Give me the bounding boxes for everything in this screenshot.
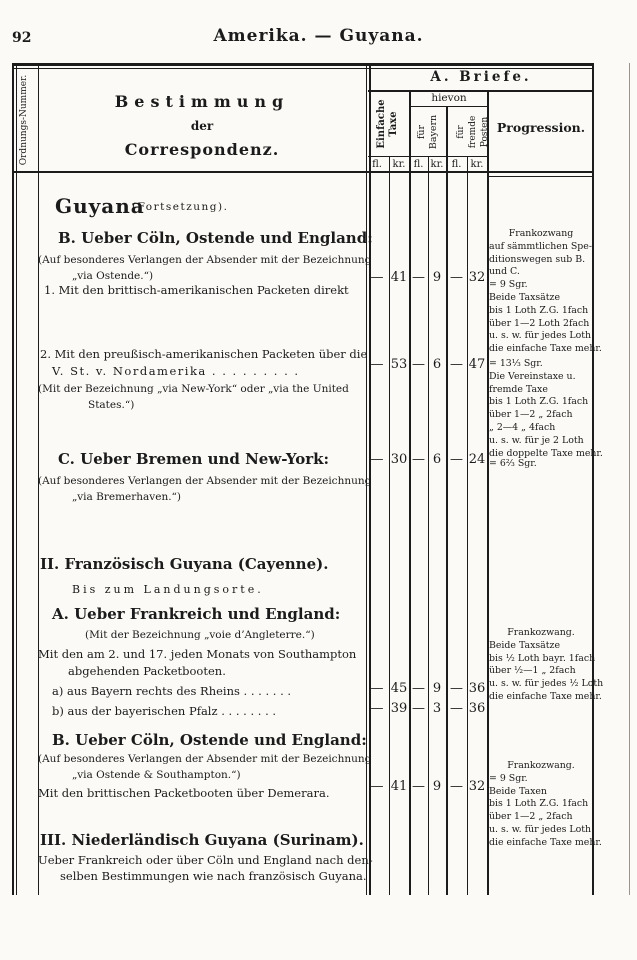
section-2a-heading: A. Ueber Frankreich und England:: [52, 605, 341, 623]
text-line: u. s. w. für jedes Loth: [489, 330, 592, 342]
text-line: Beide Taxsätze: [489, 639, 561, 651]
ordnungs-nummer-label: Ordnungs-Nummer.: [19, 74, 29, 166]
divider-line: [446, 107, 448, 895]
unit-kr-2: kr.: [430, 159, 444, 170]
section-2a-para-2: abgehenden Packetbooten.: [68, 664, 226, 678]
text-line: „ 2—4 „ 4fach: [489, 421, 556, 433]
tax-value: 24: [468, 452, 486, 467]
progression-block-4: [489, 627, 604, 704]
bestimmung-line1: Bestimmung: [114, 92, 290, 111]
tax-value: 9: [432, 681, 442, 696]
text-line: ditionswegen sub B.: [489, 253, 586, 265]
bestimmung-line3: Correspondenz.: [124, 140, 280, 159]
section-2b-heading: B. Ueber Cöln, Ostende und England:: [52, 731, 367, 749]
section-3-heading: III. Niederländisch Guyana (Surinam).: [40, 831, 364, 849]
divider-line: [12, 63, 594, 66]
progression-block-3: [489, 458, 593, 471]
unit-fl-1: fl.: [372, 159, 382, 170]
tax-value: 6: [432, 357, 442, 372]
progression-block-5: [489, 760, 602, 850]
tax-value: —: [412, 779, 425, 794]
tax-value: —: [412, 701, 425, 716]
text-line: die einfache Taxe mehr.: [489, 343, 602, 355]
tax-value: 3: [432, 701, 442, 716]
tax-value: —: [370, 701, 384, 716]
section-3-para-2: selben Bestimmungen wie nach französisch Guyana.: [60, 869, 367, 883]
section-b1-heading: B. Ueber Cöln, Ostende und England:: [58, 229, 373, 247]
text-line: fremde Taxe: [489, 383, 548, 395]
item-2-line1: 2. Mit den preußisch-amerikanischen Packeten über die: [40, 347, 368, 361]
divider-line: [409, 91, 411, 895]
tax-value: 47: [468, 357, 486, 372]
text-line: für fremde: [456, 115, 478, 149]
item-2-note-1: (Mit der Bezeichnung „via New-York“ oder „via the United: [38, 383, 349, 395]
section-2b-para: Mit den brittischen Packetbooten über Demerara.: [38, 786, 330, 800]
tax-value: —: [450, 270, 463, 285]
section-c1-note-2: „via Bremerhaven.“): [72, 491, 182, 503]
tax-value: —: [450, 357, 463, 372]
section-2b-note-1: (Auf besonderes Verlangen der Absender mit der Bezeichnung: [38, 753, 372, 765]
text-line: Beide Taxen: [489, 785, 547, 797]
ordnungs-nummer-header: [12, 70, 38, 170]
tax-value: —: [370, 452, 384, 467]
text-line: Frankozwang.: [507, 760, 575, 771]
tax-value: —: [450, 452, 463, 467]
tax-value: 36: [468, 701, 486, 716]
tax-value: 39: [390, 701, 408, 716]
text-line: Taxe: [388, 111, 399, 137]
tax-value: 30: [390, 452, 408, 467]
divider-line: [410, 106, 489, 107]
divider-line: [16, 63, 17, 895]
text-line: u. s. w. für jedes Loth: [489, 823, 592, 835]
tax-value: —: [412, 270, 425, 285]
text-line: über ½—1 „ 2fach: [489, 665, 576, 677]
text-line: über 1—2 „ 2fach: [489, 811, 573, 823]
section-2b-note-2: „via Ostende & Southampton.“): [72, 769, 241, 781]
progression-block-2: [489, 358, 603, 460]
tax-value: —: [370, 270, 384, 285]
tax-value: —: [450, 681, 463, 696]
section-c1-note-1: (Auf besonderes Verlangen der Absender mit der Bezeichnung: [38, 475, 372, 487]
tax-value: 9: [432, 779, 442, 794]
text-line: die doppelte Taxe mehr.: [489, 447, 603, 459]
bestimmung-line2: der: [190, 119, 214, 133]
tax-value: —: [450, 779, 463, 794]
text-line: = 9 Sgr.: [489, 772, 528, 784]
hievon-header: hievon: [431, 92, 467, 104]
section-c1-heading: C. Ueber Bremen und New-York:: [58, 450, 330, 468]
section-3-para-1: Ueber Frankreich oder über Cöln und England nach den-: [38, 853, 373, 867]
tax-value: 32: [468, 270, 486, 285]
fremde-posten-label: [455, 108, 490, 156]
progression-block-1: [489, 228, 602, 356]
progression-header: Progression.: [496, 120, 586, 135]
text-line: = 13⅓ Sgr.: [489, 358, 543, 369]
tax-value: 41: [390, 779, 408, 794]
tax-value: 9: [432, 270, 442, 285]
tax-value: —: [412, 452, 425, 467]
section-2a-para-1: Mit den am 2. und 17. jeden Monats von Southampton: [38, 647, 357, 661]
tax-value: 36: [468, 681, 486, 696]
bayern-label: [416, 108, 440, 156]
text-line: die einfache Taxe mehr.: [489, 836, 602, 848]
bestimmung-header: [38, 92, 366, 159]
text-line: die einfache Taxe mehr.: [489, 690, 602, 702]
tax-value: 45: [390, 681, 408, 696]
text-line: über 1—2 Loth 2fach: [489, 317, 590, 329]
text-line: = 9 Sgr.: [489, 279, 528, 291]
text-line: für: [416, 124, 427, 140]
text-line: Die Vereinstaxe u.: [489, 370, 576, 382]
einfache-taxe-header: [369, 92, 409, 156]
tax-value: 6: [432, 452, 442, 467]
unit-fl-2: fl.: [413, 159, 424, 170]
tax-value: —: [412, 357, 425, 372]
item-2-line2: V. St. v. Nordamerika . . . . . . . . .: [52, 364, 300, 378]
item-b: b) aus der bayerischen Pfalz . . . . . . . .: [52, 704, 277, 718]
item-a: a) aus Bayern rechts des Rheins . . . . . . .: [52, 684, 292, 698]
tax-value: 32: [468, 779, 486, 794]
divider-line: [12, 171, 594, 173]
text-line: Einfache: [376, 99, 387, 149]
text-line: und C.: [489, 266, 520, 278]
section-2a-note: (Mit der Bezeichnung „voie d’Angleterre.“): [85, 629, 315, 641]
text-line: u. s. w. für je 2 Loth: [489, 434, 584, 446]
item-1: 1. Mit den brittisch-amerikanischen Packeten direkt: [44, 283, 349, 297]
page-number: 92: [12, 30, 32, 46]
text-line: bis 1 Loth Z.G. 1fach: [489, 396, 589, 408]
guyana-title: Guyana: [55, 194, 145, 218]
unit-fl-3: fl.: [451, 159, 462, 170]
tax-value: 41: [390, 270, 408, 285]
text-line: = 6⅔ Sgr.: [489, 458, 537, 469]
text-line: bis 1 Loth Z.G. 1fach: [489, 304, 589, 316]
guyana-subtitle: (Fortsetzung).: [132, 201, 229, 213]
fremde-posten-header: [447, 108, 490, 156]
page-title: Amerika. — Guyana.: [213, 26, 424, 46]
section-2-heading: II. Französisch Guyana (Cayenne).: [40, 555, 329, 573]
section-2-subheading: Bis zum Landungsorte.: [72, 583, 264, 596]
tax-value: —: [450, 701, 463, 716]
divider-line: [12, 63, 14, 895]
section-b1-note-1: (Auf besonderes Verlangen der Absender mit der Bezeichnung: [38, 254, 372, 266]
briefe-header: A. Briefe.: [430, 69, 532, 85]
text-line: Frankozwang: [508, 228, 574, 239]
text-line: Beide Taxsätze: [489, 291, 561, 303]
tax-value: —: [370, 681, 384, 696]
tax-value: —: [412, 681, 425, 696]
divider-line: [489, 176, 593, 177]
tax-value: 53: [390, 357, 408, 372]
text-line: bis 1 Loth Z.G. 1fach: [489, 798, 589, 810]
tax-value: —: [370, 357, 384, 372]
bayern-header: [410, 108, 446, 156]
text-line: Frankozwang.: [507, 627, 575, 638]
text-line: u. s. w. für jedes ½ Loth: [489, 678, 604, 690]
item-2-note-2: States.“): [88, 399, 135, 411]
einfache-taxe-label: [376, 92, 402, 156]
text-line: Bayern: [428, 114, 439, 150]
text-line: über 1—2 „ 2fach: [489, 409, 573, 421]
text-line: auf sämmtlichen Spe-: [489, 240, 593, 252]
text-line: bis ½ Loth bayr. 1fach: [489, 652, 596, 664]
tax-value: —: [370, 779, 384, 794]
section-b1-note-2: „via Ostende.“): [72, 270, 154, 282]
unit-kr-3: kr.: [470, 159, 484, 170]
page-edge-line: [629, 63, 630, 895]
text-line: Posten: [480, 116, 490, 148]
unit-kr-1: kr.: [392, 159, 406, 170]
